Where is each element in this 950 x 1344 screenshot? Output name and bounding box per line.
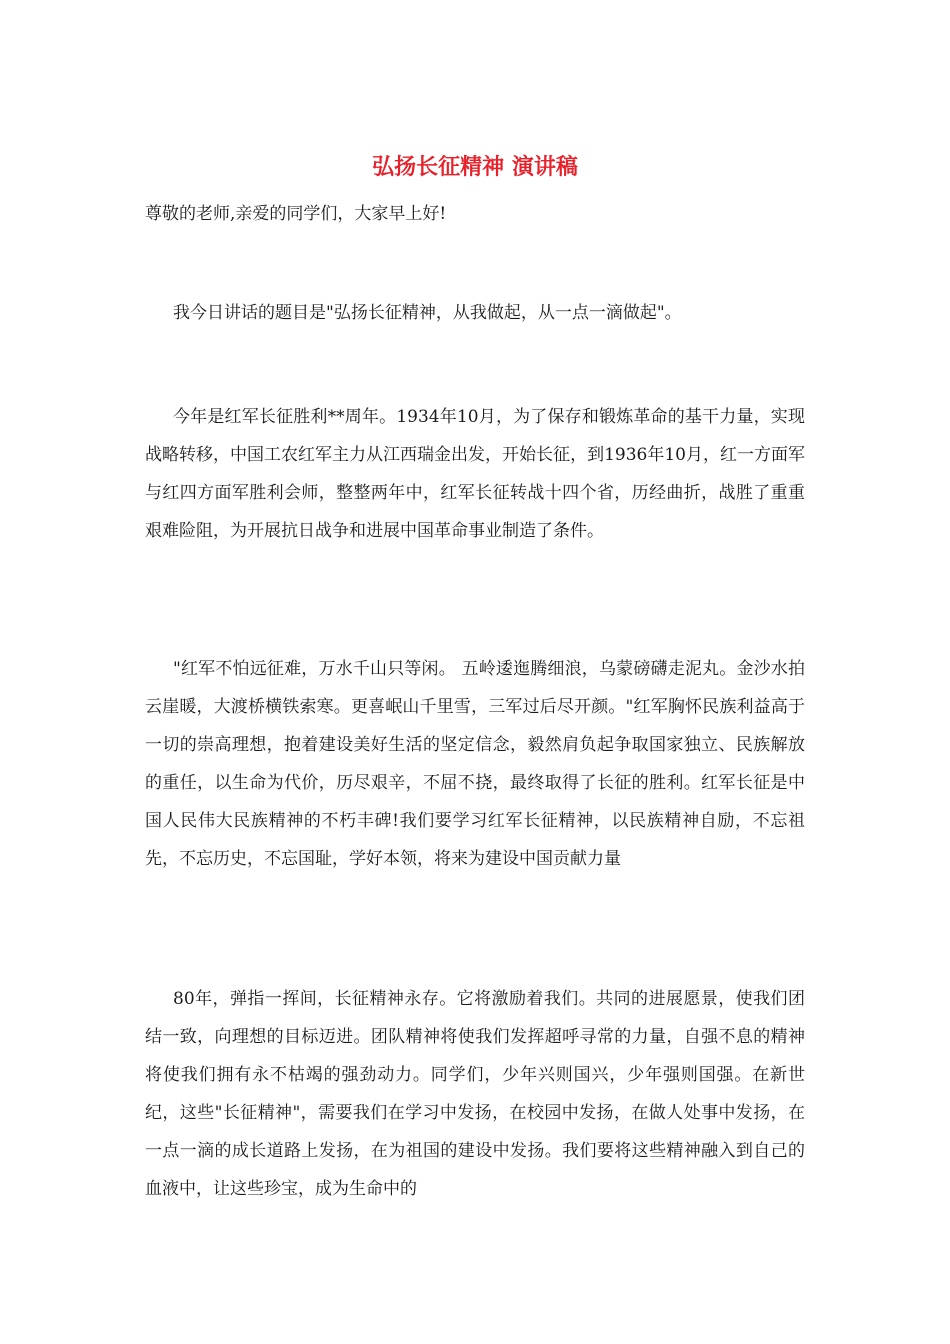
paragraph-spirit: 80年，弹指一挥间，长征精神永存。它将激励着我们。共同的进展愿景，使我们团结一致，向理想的目标迈进。团队精神将使我们发挥超呼寻常的力量，自强不息的精神将使我们拥有永不枯竭的强劲动力。同学们，少年兴则国兴，少年强则国强。在新世纪，这些"长征精神"，需要我们在学习中发扬，在校园中发扬，在做人处事中发扬，在一点一滴的成长道路上发扬，在为祖国的建设中发扬。我们要将这些精神融入到自己的血液中，让这些珍宝，成为生命中的 [145, 989, 805, 1199]
greeting-line: 尊敬的老师,亲爱的同学们，大家早上好! [145, 204, 447, 224]
document-title: 弘扬长征精神 演讲稿 [372, 155, 578, 180]
paragraph-topic: 我今日讲话的题目是"弘扬长征精神，从我做起，从一点一滴做起"。 [173, 303, 682, 323]
paragraph-history: 今年是红军长征胜利**周年。1934年10月，为了保存和锻炼革命的基干力量，实现战略转移，中国工农红军主力从江西瑞金出发，开始长征，到1936年10月，红一方面军与红四方面军胜利会师，整整两年中，红军长征转战十四个省，历经曲折，战胜了重重艰难险阻，为开展抗日战争和进展中国革命事业制造了条件。 [145, 407, 805, 541]
paragraph-poem: "红军不怕远征难，万水千山只等闲。 五岭逶迤腾细浪，乌蒙磅礴走泥丸。金沙水拍云崖暖，大渡桥横铁索寒。更喜岷山千里雪，三军过后尽开颜。"红军胸怀民族利益高于一切的崇高理想，抱着建设美好生活的坚定信念，毅然肩负起争取国家独立、民族解放的重任，以生命为代价，历尽艰辛，不屈不挠，最终取得了长征的胜利。红军长征是中国人民伟大民族精神的不朽丰碑!我们要学习红军长征精神，以民族精神自励，不忘祖先，不忘历史，不忘国耻，学好本领，将来为建设中国贡献力量 [145, 659, 805, 869]
